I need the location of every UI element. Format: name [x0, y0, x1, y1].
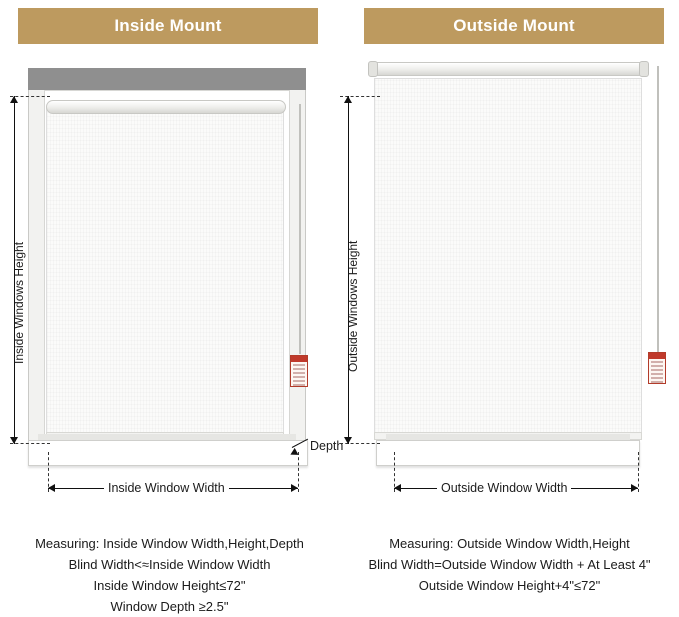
width-arrow-right — [291, 484, 298, 492]
outside-caption-line-2: Blind Width=Outside Window Width + At Least 4" — [368, 557, 651, 572]
warning-tag-icon — [290, 355, 308, 387]
inside-caption-line-1: Measuring: Inside Window Width,Height,Depth — [35, 536, 304, 551]
inside-height-label: Inside Windows Height — [12, 241, 26, 364]
inside-caption-line-3: Inside Window Height≤72" — [93, 578, 246, 593]
roller-end-cap-left — [368, 61, 378, 77]
width-arrow-left — [48, 484, 55, 492]
outside-width-label: Outside Window Width — [437, 481, 571, 495]
inside-caption-line-2: Blind Width<≈Inside Window Width — [68, 557, 271, 572]
roller-end-cap-right — [639, 61, 649, 77]
window-frame-top-band — [28, 68, 306, 90]
outside-mount-illustration — [340, 0, 679, 520]
height-arrow-bottom — [10, 437, 18, 444]
window-sill-outside — [376, 440, 640, 466]
outside-caption-line-3: Outside Window Height+4"≤72" — [418, 578, 601, 593]
inside-caption-line-4: Window Depth ≥2.5" — [110, 599, 229, 614]
outside-mount-title: Outside Mount — [453, 16, 575, 35]
outside-height-arrow-bottom — [344, 437, 352, 444]
outside-width-arrow-right — [631, 484, 638, 492]
outside-caption-line-1: Measuring: Outside Window Width,Height — [389, 536, 630, 551]
inside-mount-panel — [0, 0, 339, 617]
warning-tag-icon-outside — [648, 352, 666, 384]
roller-tube-icon — [46, 100, 286, 114]
bead-chain-icon-outside — [657, 66, 659, 352]
outside-height-label: Outside Windows Height — [346, 240, 360, 372]
inside-width-label: Inside Window Width — [104, 481, 229, 495]
width-extension-right — [298, 452, 299, 492]
outside-width-extension-right — [638, 452, 639, 492]
roller-tube-icon-outside — [370, 62, 648, 76]
outside-height-arrow-top — [344, 96, 352, 103]
roller-shade-fabric — [46, 108, 284, 438]
inside-mount-title: Inside Mount — [114, 16, 222, 35]
height-arrow-top — [10, 96, 18, 103]
outside-mount-caption — [340, 533, 679, 596]
inside-mount-illustration — [0, 0, 339, 520]
outside-width-arrow-left — [394, 484, 401, 492]
inside-mount-caption — [0, 533, 339, 617]
roller-shade-fabric-outside — [374, 78, 642, 438]
depth-label: Depth — [310, 439, 344, 453]
bead-chain-icon — [299, 104, 301, 354]
window-sill — [28, 440, 308, 466]
